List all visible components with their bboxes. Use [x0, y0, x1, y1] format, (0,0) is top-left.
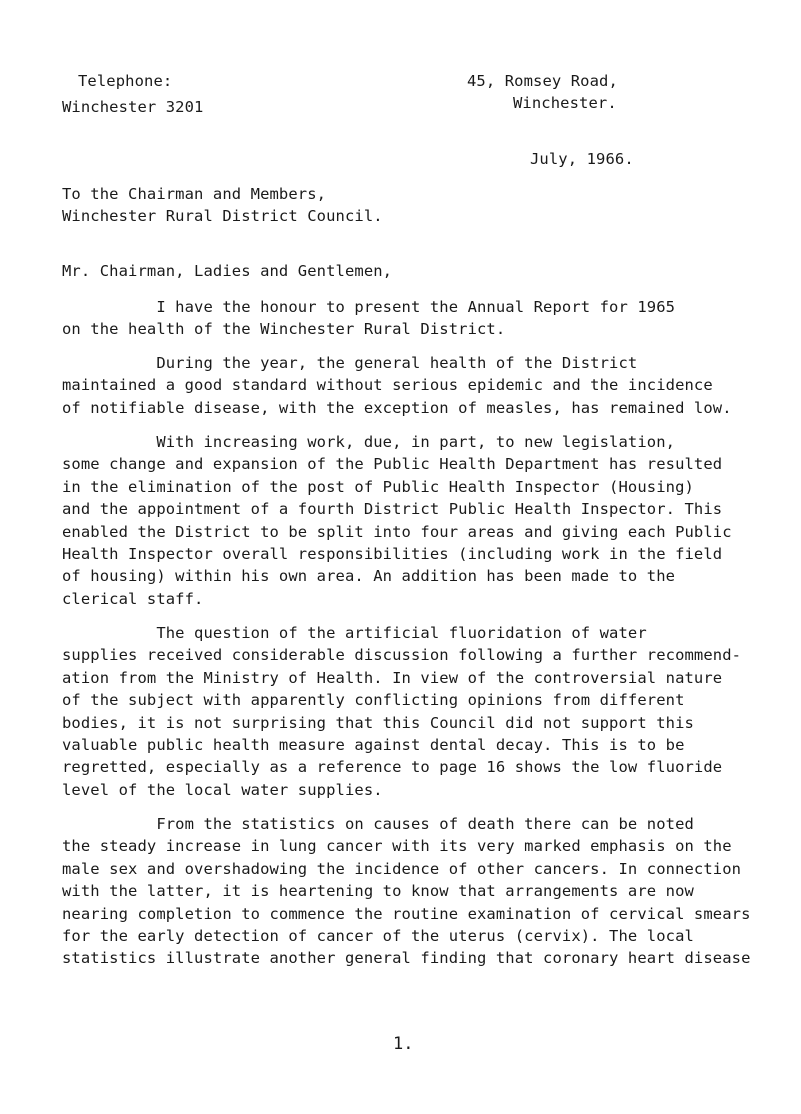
paragraph-line: with the latter, it is heartening to know that arrangements are now — [62, 882, 694, 901]
paragraph-line: on the health of the Winchester Rural District. — [62, 320, 506, 339]
paragraph-line: With increasing work, due, in part, to new legislation, — [62, 433, 676, 451]
paragraph-line: in the elimination of the post of Public Health Inspector (Housing) — [62, 477, 694, 496]
paragraph-line: ation from the Ministry of Health. In view of the controversial nature — [62, 668, 723, 687]
paragraph-line: of housing) within his own area. An addition has been made to the — [62, 567, 676, 586]
recipient-line-1: To the Chairman and Members, — [62, 185, 327, 203]
page-number: 1. — [393, 1034, 414, 1054]
recipient-line-2: Winchester Rural District Council. — [62, 207, 383, 225]
paragraph-line: nearing completion to commence the routine examination of cervical smears — [62, 904, 751, 923]
paragraph-line: bodies, it is not surprising that this Council did not support this — [62, 713, 694, 732]
paragraph-general-health — [62, 352, 772, 419]
letter-date: July, 1966. — [530, 150, 634, 168]
paragraph-line: of the subject with apparently conflicting opinions from different — [62, 691, 685, 710]
paragraph-fluoridation — [62, 622, 772, 801]
paragraph-line: some change and expansion of the Public Health Department has resulted — [62, 455, 723, 474]
address-line-1: 45, Romsey Road, — [467, 72, 618, 90]
paragraph-line: supplies received considerable discussion following a further recommend- — [62, 646, 742, 665]
paragraph-line: level of the local water supplies. — [62, 780, 383, 799]
telephone-number: Winchester 3201 — [62, 98, 204, 116]
paragraph-line: of notifiable disease, with the exception of measles, has remained low. — [62, 398, 732, 417]
paragraph-line: Health Inspector overall responsibilities (including work in the field — [62, 544, 723, 563]
paragraph-line: male sex and overshadowing the incidence of other cancers. In connection — [62, 859, 742, 878]
salutation: Mr. Chairman, Ladies and Gentlemen, — [62, 262, 393, 280]
paragraph-line: I have the honour to present the Annual Report for 1965 — [62, 298, 676, 316]
paragraph-department-changes — [62, 431, 772, 610]
paragraph-line: the steady increase in lung cancer with its very marked emphasis on the — [62, 837, 732, 856]
paragraph-line: statistics illustrate another general finding that coronary heart disease — [62, 949, 751, 968]
paragraph-line: From the statistics on causes of death there can be noted — [62, 815, 694, 833]
paragraph-annual-report — [62, 296, 772, 341]
paragraph-line: regretted, especially as a reference to page 16 shows the low fluoride — [62, 758, 723, 777]
paragraph-line: The question of the artificial fluoridation of water — [62, 624, 647, 642]
paragraph-line: maintained a good standard without serious epidemic and the incidence — [62, 376, 713, 395]
telephone-label: Telephone: — [78, 72, 173, 90]
paragraph-line: During the year, the general health of the District — [62, 354, 638, 372]
paragraph-line: for the early detection of cancer of the uterus (cervix). The local — [62, 926, 694, 945]
paragraph-causes-of-death — [62, 813, 772, 970]
paragraph-line: valuable public health measure against dental decay. This is to be — [62, 735, 685, 754]
paragraph-line: enabled the District to be split into four areas and giving each Public — [62, 522, 732, 541]
address-line-2: Winchester. — [513, 94, 617, 112]
paragraph-line: and the appointment of a fourth District Public Health Inspector. This — [62, 500, 723, 519]
paragraph-line: clerical staff. — [62, 589, 204, 608]
